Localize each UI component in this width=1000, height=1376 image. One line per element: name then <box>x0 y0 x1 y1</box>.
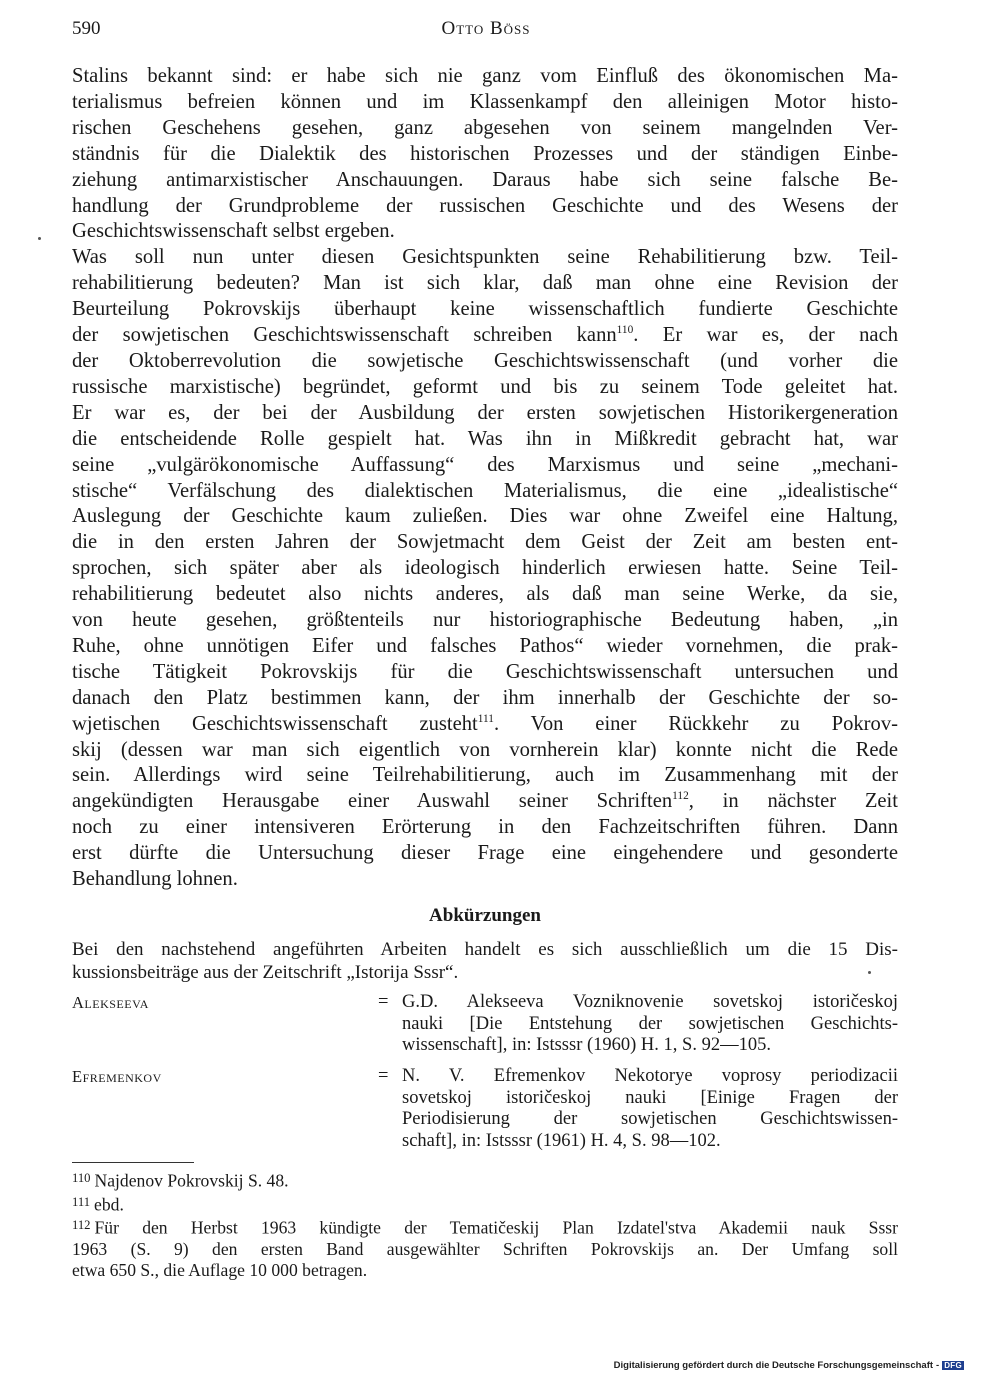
abbreviation-key: Alekseeva <box>72 993 149 1012</box>
body-line: seine „vulgärökonomische Auffassung“ des Marxismus und seine „mechani- <box>72 453 898 476</box>
running-head: Otto Böss <box>441 18 531 39</box>
definition-line: sovetskoj istoričeskoj nauki [Einige Fragen der <box>402 1087 898 1108</box>
body-line-with-ref <box>72 789 898 815</box>
scan-speck <box>38 237 41 240</box>
abbreviations-intro <box>72 938 898 985</box>
body-text <box>72 64 898 893</box>
body-line: Behandlung lohnen. <box>72 868 238 891</box>
body-line-text: wjetischen Geschichtswissenschaft zusteht <box>72 712 478 735</box>
footnotes <box>72 1168 898 1282</box>
page-number: 590 <box>72 18 101 39</box>
definition-line: N. V. Efremenkov Nekotorye voprosy periodizacii <box>402 1066 898 1086</box>
body-line: rischen Geschehens gesehen, ganz abgesehen von seinem mangelnden Ver- <box>72 116 898 139</box>
body-line-tail: . Von einer Rückkehr zu Pokrov- <box>493 712 898 735</box>
footnote-text: Najdenov Pokrovskij S. 48. <box>94 1170 289 1191</box>
definition-line: wissenschaft], in: Istsssr (1960) H. 1, S. 92—105. <box>402 1035 771 1056</box>
body-line: rehabilitierung bedeutet also nichts anderes, als daß man seine Werke, da sie, <box>72 583 898 606</box>
footnote-number: 111 <box>72 1194 91 1209</box>
body-line: terialismus befreien können und im Klassenkampf den alleinigen Motor histo- <box>72 90 898 113</box>
abbreviation-definition <box>402 1066 898 1152</box>
footnote-ref-110[interactable]: 110 <box>616 324 634 337</box>
body-line: Stalins bekannt sind: er habe sich nie ganz vom Einfluß des ökonomischen Ma- <box>72 65 898 87</box>
body-line: tische Tätigkeit Pokrovskijs für die Geschichtswissenschaft untersuchen und <box>72 660 898 683</box>
body-line: erst dürfte die Untersuchung dieser Frage eine eingehendere und gesonderte <box>72 842 898 865</box>
footnote-text: Für den Herbst 1963 kündigte der Tematičeskij Plan Izdatel'stva Akademii nauk Sssr <box>94 1217 898 1238</box>
footnote-number: 112 <box>72 1218 91 1233</box>
body-line: ziehung antimarxistischer Anschauungen. Daraus habe sich seine falsche Be- <box>72 168 898 191</box>
body-line: rehabilitierung bedeuten? Man ist sich klar, daß man ohne eine Revision der <box>72 272 898 295</box>
definition-line: G.D. Alekseeva Vozniknovenie sovetskoj istoričeskoj <box>402 992 898 1012</box>
body-line-text: der sowjetischen Geschichtswissenschaft schreiben kann <box>72 324 617 347</box>
body-line: ständnis für die Dialektik des historischen Prozesses und der ständigen Einbe- <box>72 142 898 165</box>
body-line: Geschichtswissenschaft selbst ergeben. <box>72 220 395 243</box>
footnote-110 <box>72 1168 898 1192</box>
funding-note <box>614 1359 964 1371</box>
separator: - <box>936 1359 940 1371</box>
footnote-112 <box>72 1215 898 1281</box>
body-line: Auslegung der Geschichte kaum zuließen. Dies war ohne Zweifel eine Haltung, <box>72 505 898 528</box>
scan-speck <box>868 971 871 974</box>
body-line-with-ref <box>72 712 898 738</box>
body-line: danach den Platz bestimmen kann, der ihm innerhalb der Geschichte der so- <box>72 686 898 709</box>
footnote-111 <box>72 1192 898 1216</box>
body-line-tail: , in nächster Zeit <box>688 790 898 813</box>
definition-line: schaft], in: Istsssr (1961) H. 4, S. 98—102. <box>402 1130 721 1151</box>
body-line: Was soll nun unter diesen Gesichtspunkten seine Rehabilitierung bzw. Teil- <box>72 246 898 269</box>
body-line: noch zu einer intensiveren Erörterung in den Fachzeitschriften führen. Dann <box>72 816 898 839</box>
definition-line: nauki [Die Entstehung der sowjetischen Geschichts- <box>402 1013 898 1034</box>
footnote-text: ebd. <box>94 1194 124 1215</box>
body-line: die in den ersten Jahren der Sowjetmacht dem Geist der Zeit am besten ent- <box>72 531 898 554</box>
body-line: skij (dessen war man sich eigentlich von vornherein klar) konnte nicht die Rede <box>72 738 898 761</box>
abbreviations-title: Abkürzungen <box>429 905 541 926</box>
body-line-text: angekündigten Herausgabe einer Auswahl seiner Schriften <box>72 790 673 813</box>
footnote-ref-111[interactable]: 111 <box>477 712 494 725</box>
body-line: die entscheidende Rolle gespielt hat. Was ihn in Mißkredit gebracht hat, war <box>72 427 898 450</box>
body-line-with-ref <box>72 323 898 349</box>
intro-line: kussionsbeiträge aus der Zeitschrift „Istorija Sssr“. <box>72 962 459 984</box>
equals-sign: = <box>378 1066 389 1086</box>
footnote-line: etwa 650 S., die Auflage 10 000 betragen. <box>72 1260 368 1281</box>
body-line: handlung der Grundprobleme der russischen Geschichte und des Wesens der <box>72 194 898 217</box>
definition-line: Periodisierung der sowjetischen Geschichtswissen- <box>402 1109 898 1130</box>
body-line-tail: . Er war es, der nach <box>633 324 899 347</box>
intro-line: Bei den nachstehend angeführten Arbeiten handelt es sich ausschließlich um die 15 Dis- <box>72 939 898 960</box>
footnote-ref-112[interactable]: 112 <box>672 790 689 803</box>
footnote-line <box>72 1215 898 1239</box>
page-header <box>72 18 900 48</box>
dfg-logo: DFG <box>944 1360 962 1370</box>
body-line: stische“ Verfälschung des dialektischen Materialismus, die eine „idealistische“ <box>72 479 898 502</box>
body-line: der Oktoberrevolution die sowjetische Geschichtswissenschaft (und vorher die <box>72 349 898 372</box>
body-line: von heute gesehen, größtenteils nur historiographische Bedeutung haben, „in <box>72 609 898 632</box>
body-line: Beurteilung Pokrovskijs überhaupt keine wissenschaftlich fundierte Geschichte <box>72 298 898 321</box>
equals-sign: = <box>378 992 389 1012</box>
footnote-line: 1963 (S. 9) den ersten Band ausgewählter Schriften Pokrovskijs an. Der Umfang soll <box>72 1239 898 1260</box>
abbreviation-definition <box>402 992 898 1057</box>
body-line: Ruhe, ohne unnötigen Eifer und falsches Pathos“ wieder vornehmen, die prak- <box>72 634 898 657</box>
body-line: russische marxistische) begründet, geformt und bis zu seinem Tode geleitet hat. <box>72 375 898 398</box>
footnote-divider <box>72 1162 194 1163</box>
abbreviation-key: Efremenkov <box>72 1067 162 1086</box>
body-line: Er war es, der bei der Ausbildung der ersten sowjetischen Historikergeneration <box>72 401 898 424</box>
body-line: sein. Allerdings wird seine Teilrehabilitierung, auch im Zusammenhang mit der <box>72 764 898 787</box>
body-line: sprochen, sich später aber als ideologisch hinderlich erwiesen hatte. Seine Teil- <box>72 557 898 580</box>
funding-text: Digitalisierung gefördert durch die Deutsche Forschungsgemeinschaft <box>613 1359 934 1371</box>
footnote-number: 110 <box>72 1171 91 1185</box>
